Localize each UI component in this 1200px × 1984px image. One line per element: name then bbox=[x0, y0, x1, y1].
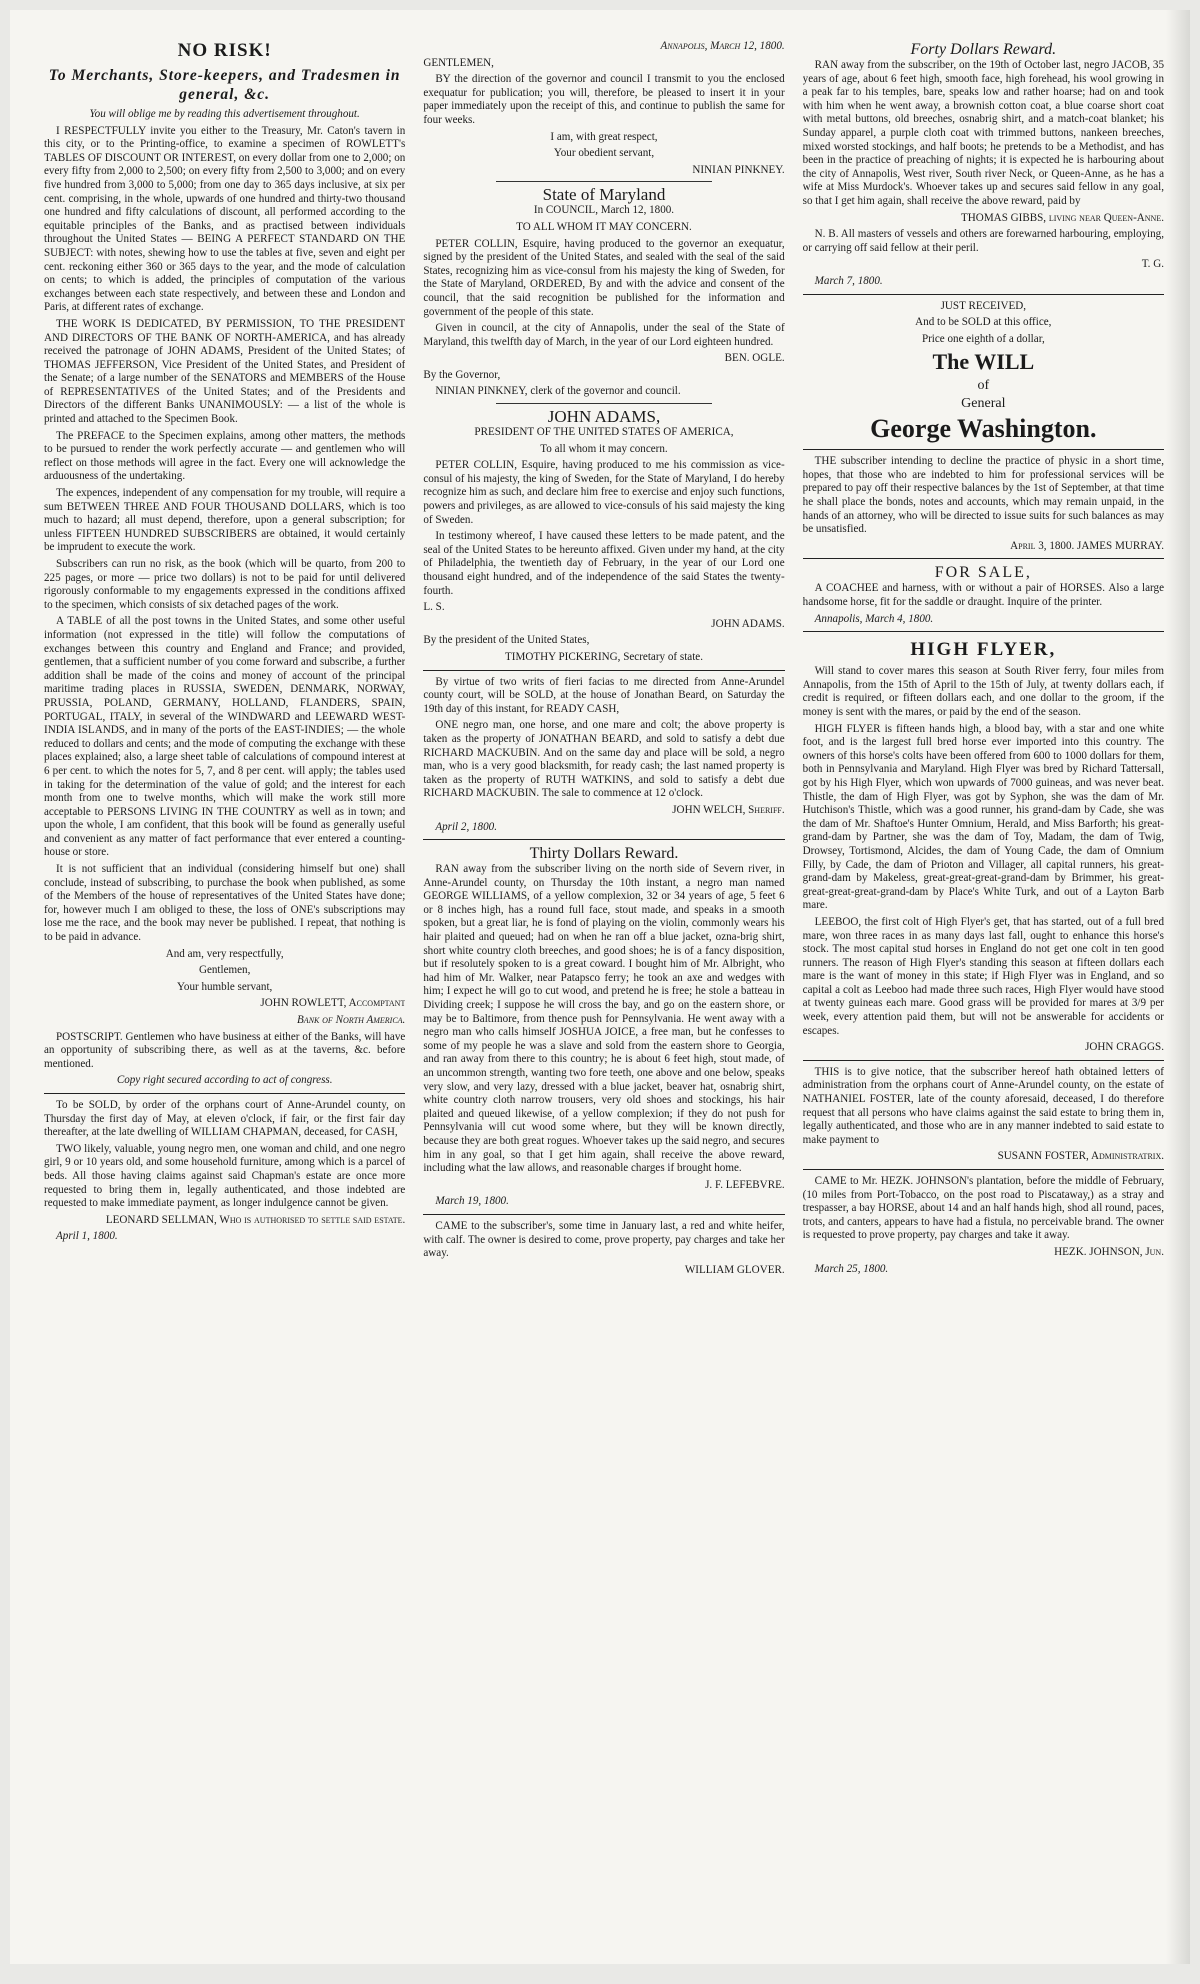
newspaper-page bbox=[10, 10, 1190, 1964]
pinkney-letter: BY the direction of the governor and council I transmit to you the enclosed exequatur for publication; you will, therefore, be pleased to insert it in your paper immediately upon the receipt of this, and continue to publish the same for four weeks. bbox=[423, 73, 785, 126]
jacob-runaway: RAN away from the subscriber, on the 19th of October last, negro JACOB, 35 years of age, about 6 feet high, smooth face, high forehead, his wool growing in a peak far to his temples, bare, speaks low and rather hoarse; had on and took with him when he went away, a brownish cotton coat, a blue coarse short coat with metal buttons, old breeches, osnabrig shirt, and a match-coat blanket; his Sunday apparel, a purple cloth coat with trimmed buttons, nankeen breeches, mixed worsted stockings, and half boots; he pretends to be a Methodist, and has been in the practice of preaching of nights; it is expected he is harbouring about the city of Annapolis, West river, South river Neck, or Queen-Anne, as he has a wife at Miss Murdock's. Whoever takes up and secures said fellow in any goal, so that I get him again, shall receive the above reward, paid by bbox=[802, 59, 1164, 207]
lefebvre-signature: J. F. LEFEBVRE. bbox=[705, 1178, 785, 1191]
johnson-notice: CAME to Mr. HEZK. JOHNSON's plantation, before the middle of February, (10 miles from Port-Tobacco, on the post road to Piscataway,) as a stray and trespasser, a bay HORSE, about 14 and an half hands high, shod all round, paces, trots, and canters, appears to have had a fistula, no perceivable brand. The owner is requested to prove property, pay charges and take it away. bbox=[802, 1175, 1164, 1242]
coachee-date: Annapolis, March 4, 1800. bbox=[814, 612, 934, 625]
headline-no-risk: NO RISK! bbox=[177, 40, 272, 61]
thirty-dollars-heading: Thirty Dollars Reward. bbox=[529, 845, 679, 863]
just-received: JUST RECEIVED, bbox=[940, 299, 1027, 312]
divider bbox=[803, 449, 1164, 450]
washington-heading: George Washington. bbox=[870, 414, 1097, 444]
column-3 bbox=[803, 40, 1164, 1944]
salutation: GENTLEMEN, bbox=[423, 56, 494, 69]
coachee-notice: A COACHEE and harness, with or without a pair of HORSES. Also a large handsome horse, fit for the saddle or draught. Inquire of the printer. bbox=[802, 582, 1164, 609]
column-2 bbox=[423, 40, 784, 1944]
murray-signature: April 3, 1800. JAMES MURRAY. bbox=[1010, 539, 1164, 552]
lead-line: You will oblige me by reading this advertisement throughout. bbox=[89, 108, 360, 120]
foster-notice: THIS is to give notice, that the subscriber hereof hath obtained letters of administration from the orphans court of Anne-Arundel county, on the estate of NATHANIEL FOSTER, late of the county aforesaid, deceased, I do therefore request that all persons who have claims against the said estate to bring them in, legally authenticated, and those who are in any manner indebted to said estate to make payment to bbox=[802, 1065, 1164, 1146]
foster-signature: SUSANN FOSTER, Administratrix. bbox=[997, 1150, 1164, 1163]
rowlett-paragraph-1: I RESPECTFULLY invite you either to the Treasury, Mr. Caton's tavern in this city, or to the Printing-office, to examine a specimen of ROWLETT's TABLES OF DISCOUNT OR INTEREST, on every dollar from one to 2,000; on every fifty from 2,000 to 2,500; on every fifty from 2,500 to 3,000; and on every five hundred from 3,000 to 5,000; from one day to 365 days inclusive, at six per cent. comprising, in the whole, upwards of one hundred and thirty-two thousand one hundred and fifty calculations of discount, all performed according to the equitable principles of the Banks, and as practised between individuals throughout the United States — BEING A PERFECT STANDARD ON THE SUBJECT: with notes, shewing how to use the tables at five, seven and eight per cent. reckoning either 360 or 365 days to the year, and the mode of calculation on cents; to which is added, the principles of computation of the various exchanges between each state respectively, and between these and London and Paris, at different rates of exchange. bbox=[44, 124, 406, 314]
welch-date: April 2, 1800. bbox=[435, 820, 497, 833]
to-all-whom: TO ALL WHOM IT MAY CONCERN. bbox=[516, 220, 692, 233]
letter-signature: NINIAN PINKNEY. bbox=[692, 163, 785, 176]
nb-notice: N. B. All masters of vessels and others are forewarned harbouring, employing, or carrying off said fellow at their peril. bbox=[802, 228, 1164, 254]
divider bbox=[423, 1214, 784, 1215]
divider bbox=[496, 181, 713, 182]
rowlett-paragraph-3: The PREFACE to the Specimen explains, among other matters, the methods to be pursued to render the work perfectly accurate — and gentlemen who will reflect on those methods will agree in the fact. Every one will acknowledge the arduousness of the undertaking. bbox=[44, 429, 406, 483]
rowlett-paragraph-4: The expences, independent of any compensation for my trouble, will require a sum BETWEEN THREE AND FOUR THOUSAND DOLLARS, which is too much to hazard; all must depend, therefore, upon a general subscription; for unless FIFTEEN HUNDRED SUBSCRIBERS are obtained, it would certainly be imprudent to execute the work. bbox=[44, 487, 406, 554]
leeboo-paragraph: LEEBOO, the first colt of High Flyer's get, that has started, out of a full bred mare, won three races in as many days last fall, ought to enhance this horse's stock. The most capital stud horses in England do not get one colt in ten good runners. The reason of High Flyer's standing this season at fifteen dollars each mare is the want of money in this state; if High Flyer was in England, and so capital a colt as Leeboo had made three such races, High Flyer would have stood at twenty guineas each mare. Good grass will be provided for mares at 3/9 per week, every attention paid them, but will not be answerable for accidents or escapes. bbox=[802, 915, 1164, 1037]
letter-close-2: Your obedient servant, bbox=[553, 147, 655, 160]
subheadline-merchants: To Merchants, Store-keepers, and Tradesmen in general, &c. bbox=[48, 67, 401, 103]
closing-3: Your humble servant, bbox=[177, 980, 273, 993]
column-1 bbox=[44, 40, 405, 1944]
sellman-signature: LEONARD SELLMAN, Who is authorised to settle said estate. bbox=[105, 1213, 406, 1226]
state-of-maryland: State of Maryland bbox=[542, 185, 666, 205]
heifer-notice: CAME to the subscriber's, some time in January last, a red and white heifer, with calf. The owner is desired to come, prove property, pay charges and take her away. bbox=[423, 1219, 785, 1260]
pickering-signature: TIMOTHY PICKERING, Secretary of state. bbox=[504, 650, 703, 663]
craggs-signature: JOHN CRAGGS. bbox=[1085, 1041, 1164, 1054]
high-flyer-pedigree: HIGH FLYER is fifteen hands high, a blood bay, with a star and one white foot, and is the largest full bred horse ever imported into this country. The owners of this horse's colts have been offered from 600 to 1000 dollars for them, both in Pennsylvania and Maryland. High Flyer was bred by Richard Tattersall, got by his High Flyer, which won upwards of 7000 guineas, and was never beat. Thistle, the dam of High Flyer, was got by Syphon, she was the dam of Mr. Hutchison's Thistle, which was a good runner, his grand-dam by Cade, she was the dam of Mr. Shaftoe's Hunter Omnium, Herald, and Miss Barforth; his great-grand-dam by Partner, she was the dam of Toy, Madam, the dam of Twig, Drowsey, Tortismond, Alcides, the dam of Young Cade, the dam of Omnium Filly, by Cade, the dam of Prioton and Villager, all capital runners, his great-grand-dam by Makeless, great-great-great-grand-dam by Brimmer, his great-great-great-great-grand-dam by Place's White Turk, and out of a Layton Barb mare. bbox=[802, 722, 1164, 912]
glover-signature: WILLIAM GLOVER. bbox=[684, 1263, 785, 1276]
will-general: General bbox=[961, 396, 1006, 412]
divider bbox=[44, 1093, 405, 1094]
sold-at-office: And to be SOLD at this office, bbox=[915, 316, 1052, 329]
writ-sale: By virtue of two writs of fieri facias to me directed from Anne-Arundel county court, will be SOLD, at the house of Jonathan Beard, on Saturday the 19th day of this instant, for READY CASH, bbox=[423, 675, 785, 715]
letter-close-1: I am, with great respect, bbox=[550, 130, 658, 143]
johnson-signature: HEZK. JOHNSON, Jun. bbox=[1054, 1245, 1164, 1258]
sellman-date: April 1, 1800. bbox=[56, 1230, 118, 1243]
president-line: PRESIDENT OF THE UNITED STATES OF AMERICA, bbox=[474, 426, 734, 439]
postscript: POSTSCRIPT. Gentlemen who have business at either of the Banks, will have an opportunity of subscribing there, as well as at the taverns, &c. before mentioned. bbox=[44, 1030, 406, 1070]
rowlett-paragraph-7: It is not sufficient that an individual (considering himself but one) shall conclude, instead of subscribing, to purchase the book when published, as some of the Members of the house of representatives of the United States have done; for, however much I am obliged to these, the loss of ONE's subscriptions may lose me the race, and the book may never be published. I repeat, that nothing is to be paid in advance. bbox=[44, 863, 406, 944]
williams-runaway: RAN away from the subscriber living on the north side of Severn river, in Anne-Arundel county, on Thursday the 10th instant, a negro man named GEORGE WILLIAMS, of a yellow complexion, 32 or 34 years of age, 5 feet 6 or 8 inches high, has a round full face, stout made, and speaks in a smooth spoken, but a great liar, he is fond of playing on the violin, commonly wears his hair plaited and queued; had on when he ran off a blue jacket, ozna-brig shirt, short white country cloth breeches, and good shoes; he is of a fancy disposition, but if resolutely spoken to is a great coward. I bought him of Mr. Albright, who had him of Mr. Walker, near Patapsco ferry; he took an axe and wedges with him; I expect he will go to cut wood, and pretend he is free; he stole a batteau in Dividing creek; I suppose he will cross the bay, and go on the eastern shore, or may be to Baltimore, from thence push for Pennsylvania. He went away with a negro man who calls himself JOSHUA JOICE, a free man, but he confesses to some of my people he was a slave and sold from the eastern shore to Georgia, and ran away from there to this country; he is about 6 feet high, stout made, of an uncommon strength, wanting two fore teeth, one above and one below, speaks very slow, and very lazy, dressed with a blue jacket, beaver hat, osnabrig shirt, white country cloth narrow trousers, very old shoes and stockings, his hair plaited and queued likewise, of a yellow complexion; if they do not push for Pennsylvania will cut wood some where, but they will be known directly, because they are both great rogues. Whoever takes up the said negro, and secures him in any goal, so that I get him again, shall receive the above reward, including what the law allows, and reasonable charges if brought home. bbox=[423, 863, 785, 1175]
to-all-whom-2: To all whom it may concern. bbox=[540, 442, 668, 455]
forty-dollars-heading: Forty Dollars Reward. bbox=[910, 41, 1057, 58]
chapman-sale: To be SOLD, by order of the orphans court of Anne-Arundel county, on Thursday the first day of May, at eleven o'clock, if fair, or the first fair day thereafter, at the late dwelling of WILLIAM CHAPMAN, deceased, for CASH, bbox=[44, 1098, 406, 1139]
closing-1: And am, very respectfully, bbox=[165, 947, 284, 960]
by-president: By the president of the United States, bbox=[423, 634, 590, 647]
price-line: Price one eighth of a dollar, bbox=[921, 332, 1045, 345]
for-sale-heading: FOR SALE, bbox=[934, 564, 1032, 582]
ogle-signature: BEN. OGLE. bbox=[724, 352, 785, 365]
high-flyer-terms: Will stand to cover mares this season at South River ferry, four miles from Annapolis, from the 15th of April to the 15th of July, at twenty dollars each, if credit is required, or fifteen dollars each, and one dollar to the groom, if the money is sent with the mares, or paid by the end of the season. bbox=[802, 665, 1164, 718]
will-heading: The WILL bbox=[932, 349, 1035, 375]
council-order: PETER COLLIN, Esquire, having produced to the governor an exequatur, signed by the president of the United States, and sealed with the seal of the said States, recognizing him as vice-consul from his majesty the king of Sweden, for the State of Maryland, ORDERED, By and with the advice and consent of the council, that the said recognition be published for the information and government of the people of this state. bbox=[423, 237, 785, 318]
adams-testimony: In testimony whereof, I have caused these letters to be made patent, and the seal of the United States to be hereunto affixed. Given under my hand, at the city of Philadelphia, the twentieth day of February, in the year of our Lord one thousand eight hundred, and of the independence of the said States the twenty-fourth. bbox=[423, 530, 785, 597]
divider bbox=[803, 631, 1164, 632]
johnson-date: March 25, 1800. bbox=[814, 1262, 889, 1275]
divider bbox=[803, 1060, 1164, 1061]
gibbs-date: March 7, 1800. bbox=[814, 274, 883, 287]
seal-mark: L. S. bbox=[423, 601, 445, 614]
copyright-line: Copy right secured according to act of congress. bbox=[116, 1074, 333, 1087]
will-of: of bbox=[977, 378, 990, 394]
divider bbox=[803, 558, 1164, 559]
divider bbox=[423, 670, 784, 671]
lefebvre-date: March 19, 1800. bbox=[435, 1195, 509, 1208]
chapman-sale-2: TWO likely, valuable, young negro men, one woman and child, and one negro girl, 9 or 10 years old, and some household furniture, among which is a parcel of beds. All those having claims against said Chapman's estate are once more requested to bring them in, legally authenticated, and those indebted are requested to make immediate payment, as longer indulgence cannot be given. bbox=[44, 1142, 406, 1210]
rowlett-paragraph-6: A TABLE of all the post towns in the United States, and some other useful information (not expressed in the title) will follow the computations of exchanges between this country and England and France; and provided, gentlemen, that a sufficient number of you come forward and subscribe, a further addition shall be made of the coins and money of account of the principal maritime trading places in RUSSIA, SWEDEN, DENMARK, NORWAY, PRUSSIA, POLAND, GERMANY, HOLLAND, FLANDERS, SPAIN, PORTUGAL, ITALY, in several of the WINDWARD and LEEWARD WEST-INDIA ISLANDS, and in many of the ports of the EAST-INDIES; — the whole reduced to dollars and cents; and the mode of computing the exchange with these places explained; also, a large sheet table of calculations of compound interest at 6 per cent. to which the notes for 5, 7, and 8 per cent. will apply; the tables used in taking for the determination of the value of gold; and the interest for each month from one to twelve months, which will make the work still more acceptable to PERSONS LIVING IN THE COUNTRY as well as in town; and upon the whole, I am confident, that this book will be found as generally useful and convenient as any matter of fact performance that ever entered a counting-house or store. bbox=[44, 615, 406, 859]
gibbs-signature: THOMAS GIBBS, living near Queen-Anne. bbox=[961, 211, 1164, 224]
writ-sale-2: ONE negro man, one horse, and one mare and colt; the above property is taken as the property of JONATHAN BEARD, and sold to satisfy a debt due RICHARD MACKUBIN. And on the same day and place will be sold, a negro man, who is a very good blacksmith, for ready cash; the last named property is taken as the property of RUTH WATKINS, and sold to satisfy a debt due RICHARD MACKUBIN. The sale to commence at 12 o'clock. bbox=[423, 719, 785, 800]
rowlett-paragraph-2: THE WORK IS DEDICATED, BY PERMISSION, TO THE PRESIDENT AND DIRECTORS OF THE BANK OF NORTH-AMERICA, and has already received the patronage of JOHN ADAMS, President of the United States; of THOMAS JEFFERSON, Vice President of the United States, and President of the Senate; of a large number of the SENATORS and MEMBERS of the House of REPRESENTATIVES of the United States; and of the Presidents and Directors of the different Banks UNANIMOUSLY: — a list of the whole is printed and attached to the Specimen Book. bbox=[44, 317, 406, 426]
council-dateline: In COUNCIL, March 12, 1800. bbox=[533, 204, 675, 217]
divider bbox=[803, 1169, 1164, 1170]
adams-heading: JOHN ADAMS, bbox=[547, 407, 661, 427]
adams-signature: JOHN ADAMS. bbox=[711, 617, 785, 630]
high-flyer-heading: HIGH FLYER, bbox=[910, 639, 1057, 661]
dateline: Annapolis, March 12, 1800. bbox=[660, 40, 785, 52]
pinkney-clerk: NINIAN PINKNEY, clerk of the governor and council. bbox=[435, 385, 681, 398]
welch-signature: JOHN WELCH, Sheriff. bbox=[672, 803, 785, 816]
divider bbox=[803, 294, 1164, 295]
by-governor: By the Governor, bbox=[423, 368, 501, 381]
closing-2: Gentlemen, bbox=[198, 964, 251, 977]
divider bbox=[496, 403, 713, 404]
murray-notice: THE subscriber intending to decline the practice of physic in a short time, hopes, that those who are indebted to him for professional services will be prepared to pay off their respective balances by the 1st of September, at that time he shall place the bonds, notes and accounts, which may remain unpaid, in the hands of an attorney, who will be directed to issue suits for such balances as may be unsatisfied. bbox=[802, 455, 1164, 536]
closing-4: JOHN ROWLETT, Accomptant bbox=[260, 997, 406, 1010]
tg-initials: T. G. bbox=[1141, 258, 1164, 271]
closing-5: Bank of North America. bbox=[297, 1014, 406, 1026]
adams-recognition: PETER COLLIN, Esquire, having produced to me his commission as vice-consul of his majesty, the king of Sweden, for the State of Maryland, I do hereby recognize him as such, and declare him free to exercise and enjoy such functions, powers and privileges, as are allowed to vice-consuls of his said majesty the king of Sweden. bbox=[423, 459, 785, 526]
divider bbox=[423, 839, 784, 840]
rowlett-paragraph-5: Subscribers can run no risk, as the book (which will be quarto, from 200 to 225 pages, or more — price two dollars) is not to be paid for until delivered rigorously conformable to my engagements expressed in the conditions affixed to the specimen, which consists of six detached pages of the work. bbox=[44, 558, 406, 611]
council-given: Given in council, at the city of Annapolis, under the seal of the State of Maryland, this twelfth day of March, in the year of our Lord eighteen hundred. bbox=[423, 322, 785, 348]
